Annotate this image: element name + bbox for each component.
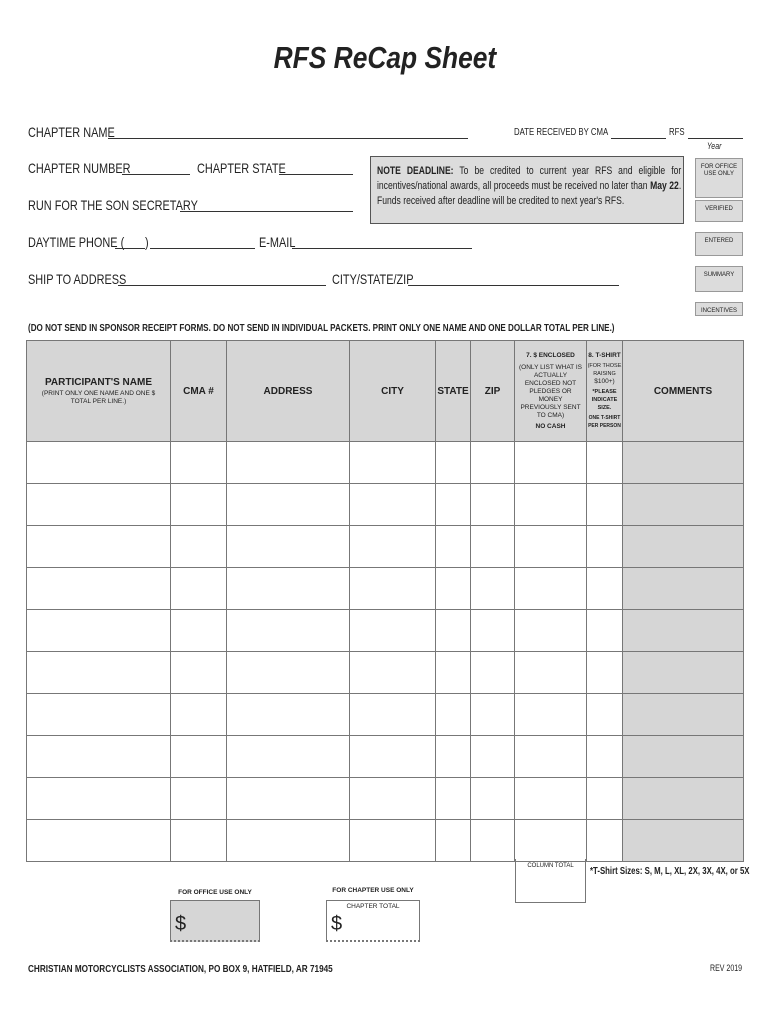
cell-comments[interactable]: [623, 442, 744, 484]
cell-enclosed[interactable]: [515, 820, 587, 862]
cell-enclosed[interactable]: [515, 526, 587, 568]
cell-address[interactable]: [227, 694, 350, 736]
cell-state[interactable]: [436, 694, 471, 736]
cell-cma[interactable]: [171, 820, 227, 862]
cell-state[interactable]: [436, 484, 471, 526]
col-zip: ZIP: [471, 341, 515, 442]
participant-table: [26, 340, 744, 862]
tshirt-note: (FOR THOSE RAISING: [587, 363, 622, 377]
cell-zip[interactable]: [471, 694, 515, 736]
cell-state[interactable]: [436, 526, 471, 568]
cell-tshirt[interactable]: [587, 820, 623, 862]
table-row: [27, 442, 744, 484]
cell-city[interactable]: [350, 484, 436, 526]
cell-city[interactable]: [350, 694, 436, 736]
cell-tshirt[interactable]: [587, 736, 623, 778]
col-cma: CMA #: [171, 341, 227, 442]
cell-name[interactable]: [27, 568, 171, 610]
chapter-total-field[interactable]: [326, 900, 420, 942]
chapter-state-field[interactable]: [279, 174, 353, 175]
col-state: STATE: [436, 341, 471, 442]
cell-name[interactable]: [27, 652, 171, 694]
cell-name[interactable]: [27, 694, 171, 736]
office-summary[interactable]: SUMMARY: [695, 266, 743, 292]
cell-zip[interactable]: [471, 568, 515, 610]
revision-label: REV 2019: [709, 963, 742, 973]
cell-address[interactable]: [227, 610, 350, 652]
cell-enclosed[interactable]: [515, 694, 587, 736]
cell-cma[interactable]: [171, 694, 227, 736]
cell-state[interactable]: [436, 568, 471, 610]
footer-address: CHRISTIAN MOTORCYCLISTS ASSOCIATION, PO BOX 9, HATFIELD, AR 71945: [28, 963, 333, 975]
cell-tshirt[interactable]: [587, 610, 623, 652]
cell-cma[interactable]: [171, 526, 227, 568]
cell-city[interactable]: [350, 820, 436, 862]
no-cash-note: NO CASH: [535, 422, 566, 430]
cell-state[interactable]: [436, 610, 471, 652]
col-comments: COMMENTS: [623, 341, 744, 442]
chapter-number-label: CHAPTER NUMBER: [28, 160, 131, 176]
city-state-zip-field[interactable]: [408, 285, 619, 286]
col-enclosed: [515, 341, 587, 442]
tshirt-one: ONE T-SHIRT PER PERSON: [588, 415, 621, 429]
cell-state[interactable]: [436, 736, 471, 778]
table-row: [27, 610, 744, 652]
cell-enclosed[interactable]: [515, 610, 587, 652]
table-row: [27, 820, 744, 862]
city-state-zip-label: CITY/STATE/ZIP: [332, 271, 414, 287]
office-total-symbol: $: [175, 913, 187, 935]
note-deadline-date: May 22: [650, 180, 679, 192]
chapter-name-label: CHAPTER NAME: [28, 124, 115, 140]
rfs-year-field[interactable]: [688, 138, 743, 139]
cell-city[interactable]: [350, 778, 436, 820]
cell-address[interactable]: [227, 736, 350, 778]
cell-tshirt[interactable]: [587, 694, 623, 736]
note-text-2: . Funds received after deadline will be credited to next year's RFS.: [377, 180, 682, 207]
note-deadline-label: NOTE DEADLINE:: [377, 165, 454, 177]
cell-zip[interactable]: [471, 484, 515, 526]
cell-zip[interactable]: [471, 442, 515, 484]
col-address: ADDRESS: [227, 341, 350, 442]
cell-address[interactable]: [227, 442, 350, 484]
cell-city[interactable]: [350, 526, 436, 568]
chapter-total-symbol: $: [331, 913, 343, 935]
date-received-label: DATE RECEIVED BY CMA: [514, 127, 609, 138]
enclosed-note: (ONLY LIST WHAT IS ACTUALLY ENCLOSED NOT PLEDGES OR MONEY PREVIOUSLY SENT TO CMA): [519, 363, 582, 419]
cell-name[interactable]: [27, 526, 171, 568]
tshirt-header: 8. T-SHIRT: [588, 352, 621, 359]
email-field[interactable]: [292, 248, 472, 249]
cell-comments[interactable]: [623, 820, 744, 862]
cell-city[interactable]: [350, 568, 436, 610]
cell-name[interactable]: [27, 442, 171, 484]
cell-city[interactable]: [350, 442, 436, 484]
date-received-field[interactable]: [611, 138, 666, 139]
cell-tshirt[interactable]: [587, 652, 623, 694]
cell-address[interactable]: [227, 526, 350, 568]
col-tshirt: [587, 341, 623, 442]
table-row: [27, 526, 744, 568]
cell-address[interactable]: [227, 568, 350, 610]
tshirt-please: *PLEASE INDICATE SIZE.: [591, 389, 618, 411]
note-text-1: To be credited to current year RFS and eligible for incentives/national awards, all proceeds must be received no later than: [377, 165, 682, 192]
cell-zip[interactable]: [471, 652, 515, 694]
table-row: [27, 778, 744, 820]
year-caption: Year: [707, 141, 722, 151]
table-row: [27, 568, 744, 610]
instructions-warning: (DO NOT SEND IN SPONSOR RECEIPT FORMS. DO NOT SEND IN INDIVIDUAL PACKETS. PRINT ONLY ONE NAME AND ONE DOLLAR TOTAL PER LINE.): [28, 322, 615, 334]
phone-paren: ): [145, 234, 149, 250]
cell-cma[interactable]: [171, 568, 227, 610]
cell-cma[interactable]: [171, 610, 227, 652]
office-incentives[interactable]: INCENTIVES: [695, 302, 743, 316]
ship-to-label: SHIP TO ADDRESS: [28, 271, 127, 287]
office-total-header: FOR OFFICE USE ONLY: [178, 889, 252, 896]
table-row: [27, 652, 744, 694]
cell-state[interactable]: [436, 652, 471, 694]
cell-state[interactable]: [436, 820, 471, 862]
ship-to-field[interactable]: [118, 285, 326, 286]
column-total-box[interactable]: COLUMN TOTAL: [515, 859, 586, 903]
cell-enclosed[interactable]: [515, 484, 587, 526]
area-code-field[interactable]: [115, 248, 145, 249]
rfs-label: RFS: [669, 127, 685, 138]
cell-tshirt[interactable]: [587, 778, 623, 820]
daytime-phone-field[interactable]: [150, 248, 255, 249]
cell-address[interactable]: [227, 652, 350, 694]
cell-enclosed[interactable]: [515, 778, 587, 820]
cell-comments[interactable]: [623, 694, 744, 736]
chapter-name-field[interactable]: [108, 138, 468, 139]
cell-name[interactable]: [27, 778, 171, 820]
cell-enclosed[interactable]: [515, 442, 587, 484]
cell-enclosed[interactable]: [515, 568, 587, 610]
cell-tshirt[interactable]: [587, 484, 623, 526]
cell-comments[interactable]: [623, 568, 744, 610]
office-verified[interactable]: VERIFIED: [695, 200, 743, 222]
cell-comments[interactable]: [623, 736, 744, 778]
cell-name[interactable]: [27, 610, 171, 652]
enclosed-header: 7. $ ENCLOSED: [526, 351, 575, 359]
note-deadline-box: [370, 156, 684, 224]
tshirt-amount: $100+): [594, 378, 615, 385]
cell-state[interactable]: [436, 442, 471, 484]
cell-city[interactable]: [350, 652, 436, 694]
cell-address[interactable]: [227, 484, 350, 526]
daytime-phone-label: DAYTIME PHONE (: [28, 234, 125, 250]
office-use-header: FOR OFFICE USE ONLY: [695, 158, 743, 198]
cell-zip[interactable]: [471, 820, 515, 862]
cell-cma[interactable]: [171, 442, 227, 484]
cell-name[interactable]: [27, 820, 171, 862]
chapter-number-field[interactable]: [122, 174, 190, 175]
email-label: E-MAIL: [259, 234, 296, 250]
cell-name[interactable]: [27, 484, 171, 526]
tshirt-sizes: *T-Shirt Sizes: S, M, L, XL, 2X, 3X, 4X, or 5X: [590, 866, 750, 877]
cell-name[interactable]: [27, 736, 171, 778]
cell-comments[interactable]: [623, 778, 744, 820]
cell-address[interactable]: [227, 778, 350, 820]
cell-cma[interactable]: [171, 484, 227, 526]
cell-cma[interactable]: [171, 652, 227, 694]
cell-city[interactable]: [350, 736, 436, 778]
participant-header: PARTICIPANT'S NAME: [44, 376, 152, 388]
office-total-field[interactable]: [170, 900, 260, 942]
col-participant-name: [27, 341, 171, 442]
participant-note: (PRINT ONLY ONE NAME AND ONE $ TOTAL PER LINE.): [41, 389, 156, 405]
table-body: [27, 442, 744, 862]
cell-cma[interactable]: [171, 778, 227, 820]
cell-comments[interactable]: [623, 652, 744, 694]
col-city: CITY: [350, 341, 436, 442]
cell-address[interactable]: [227, 820, 350, 862]
secretary-label: RUN FOR THE SON SECRETARY: [28, 197, 198, 213]
table-header-row: [27, 341, 744, 442]
secretary-field[interactable]: [180, 211, 353, 212]
page-title: RFS ReCap Sheet: [273, 40, 497, 75]
cell-enclosed[interactable]: [515, 736, 587, 778]
table-row: [27, 694, 744, 736]
table-row: [27, 736, 744, 778]
cell-tshirt[interactable]: [587, 526, 623, 568]
cell-comments[interactable]: [623, 610, 744, 652]
cell-tshirt[interactable]: [587, 442, 623, 484]
cell-comments[interactable]: [623, 526, 744, 568]
chapter-total-label: CHAPTER TOTAL: [346, 903, 400, 910]
cell-city[interactable]: [350, 610, 436, 652]
chapter-state-label: CHAPTER STATE: [197, 160, 286, 176]
cell-tshirt[interactable]: [587, 568, 623, 610]
cell-zip[interactable]: [471, 610, 515, 652]
cell-zip[interactable]: [471, 736, 515, 778]
cell-zip[interactable]: [471, 526, 515, 568]
cell-comments[interactable]: [623, 484, 744, 526]
table-row: [27, 484, 744, 526]
office-entered[interactable]: ENTERED: [695, 232, 743, 256]
cell-state[interactable]: [436, 778, 471, 820]
cell-cma[interactable]: [171, 736, 227, 778]
cell-enclosed[interactable]: [515, 652, 587, 694]
chapter-total-header: FOR CHAPTER USE ONLY: [332, 887, 414, 894]
cell-zip[interactable]: [471, 778, 515, 820]
